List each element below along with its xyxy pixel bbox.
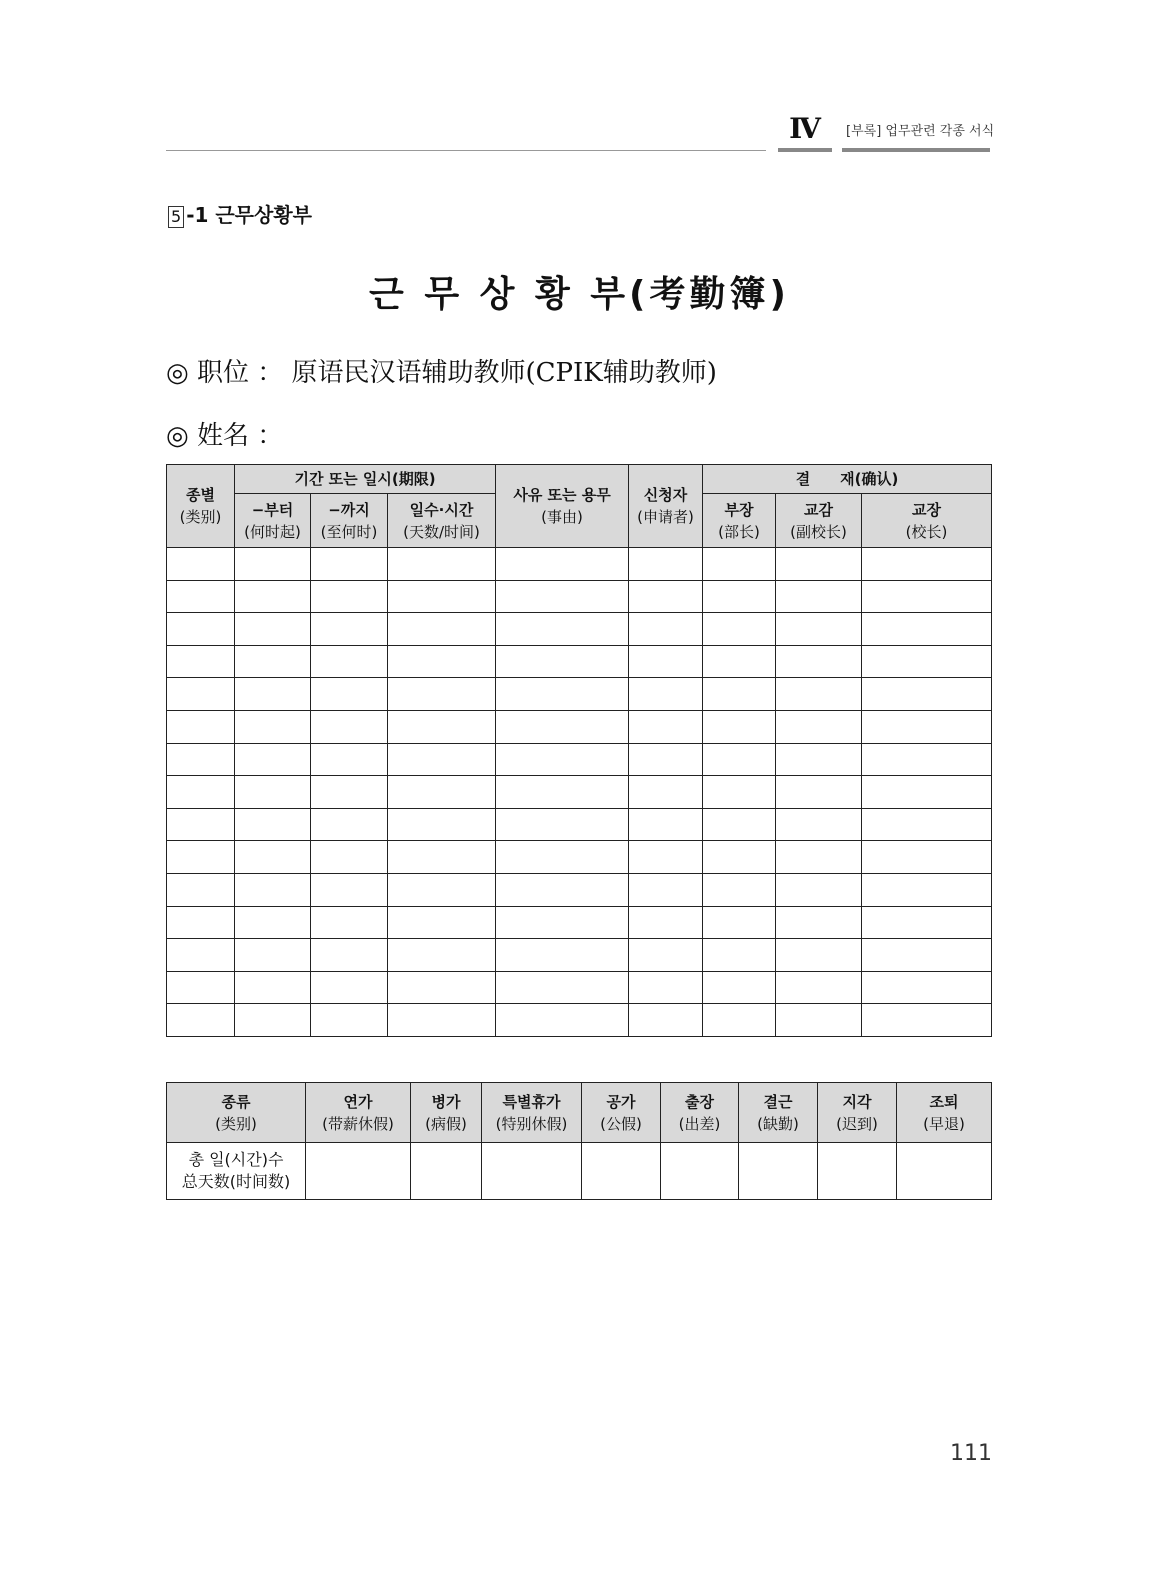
- empty-cell[interactable]: [235, 710, 311, 743]
- summary-header: 특별휴가 (特别休假): [482, 1083, 582, 1143]
- empty-cell[interactable]: [629, 873, 703, 906]
- empty-cell[interactable]: [862, 971, 992, 1004]
- chapter-title-underline: [842, 148, 990, 152]
- empty-cell[interactable]: [776, 906, 862, 939]
- empty-cell[interactable]: [235, 1004, 311, 1037]
- header-applicant: 신청자 (申请者): [629, 465, 703, 548]
- empty-cell[interactable]: [862, 645, 992, 678]
- name-field: ◎ 姓名 ：: [166, 421, 284, 451]
- header-to: −까지 (至何时): [311, 494, 388, 548]
- empty-cell[interactable]: [629, 580, 703, 613]
- empty-cell[interactable]: [311, 678, 388, 711]
- empty-cell[interactable]: [235, 580, 311, 613]
- table-row: [167, 776, 992, 809]
- summary-header: 출장 (出差): [661, 1083, 739, 1143]
- empty-cell[interactable]: [703, 548, 776, 581]
- empty-cell[interactable]: [629, 645, 703, 678]
- empty-cell[interactable]: [776, 971, 862, 1004]
- empty-cell[interactable]: [311, 548, 388, 581]
- empty-cell[interactable]: [311, 613, 388, 646]
- empty-cell[interactable]: [703, 776, 776, 809]
- empty-cell[interactable]: [776, 743, 862, 776]
- summary-cell[interactable]: [739, 1143, 818, 1200]
- empty-cell[interactable]: [167, 710, 235, 743]
- empty-cell[interactable]: [388, 613, 496, 646]
- summary-header: 지각 (迟到): [818, 1083, 897, 1143]
- empty-cell[interactable]: [776, 580, 862, 613]
- empty-cell[interactable]: [862, 548, 992, 581]
- summary-header: 공가 (公假): [582, 1083, 661, 1143]
- empty-cell[interactable]: [388, 1004, 496, 1037]
- empty-cell[interactable]: [862, 939, 992, 972]
- empty-cell[interactable]: [388, 873, 496, 906]
- empty-cell[interactable]: [496, 1004, 629, 1037]
- empty-cell[interactable]: [311, 645, 388, 678]
- empty-cell[interactable]: [703, 678, 776, 711]
- empty-cell[interactable]: [167, 548, 235, 581]
- empty-cell[interactable]: [776, 776, 862, 809]
- table-row: [167, 678, 992, 711]
- empty-cell[interactable]: [167, 743, 235, 776]
- empty-cell[interactable]: [167, 580, 235, 613]
- header-reason: 사유 또는 용무 (事由): [496, 465, 629, 548]
- empty-cell[interactable]: [235, 743, 311, 776]
- header-rule: [166, 150, 766, 151]
- position-field: ◎ 职位 ： 原语民汉语辅助教师(CPIK辅助教师): [166, 358, 717, 388]
- empty-cell[interactable]: [496, 580, 629, 613]
- empty-cell[interactable]: [496, 873, 629, 906]
- header-from: −부터 (何时起): [235, 494, 311, 548]
- empty-cell[interactable]: [311, 873, 388, 906]
- empty-cell[interactable]: [388, 971, 496, 1004]
- empty-cell[interactable]: [776, 613, 862, 646]
- empty-cell[interactable]: [776, 841, 862, 874]
- empty-cell[interactable]: [167, 645, 235, 678]
- empty-cell[interactable]: [496, 710, 629, 743]
- empty-cell[interactable]: [311, 1004, 388, 1037]
- empty-cell[interactable]: [862, 613, 992, 646]
- empty-cell[interactable]: [388, 939, 496, 972]
- empty-cell[interactable]: [629, 613, 703, 646]
- table-row: [167, 971, 992, 1004]
- chapter-number: Ⅳ: [789, 112, 821, 145]
- empty-cell[interactable]: [496, 808, 629, 841]
- empty-cell[interactable]: [388, 776, 496, 809]
- empty-cell[interactable]: [496, 613, 629, 646]
- total-days-label: 총 일(시간)수 总天数(时间数): [167, 1143, 306, 1200]
- table-row: [167, 613, 992, 646]
- empty-cell[interactable]: [311, 971, 388, 1004]
- empty-cell[interactable]: [703, 808, 776, 841]
- page-title: 근 무 상 황 부(考勤簿): [369, 274, 790, 315]
- table-row: [167, 548, 992, 581]
- header-dept-head: 부장 (部长): [703, 494, 776, 548]
- empty-cell[interactable]: [703, 1004, 776, 1037]
- empty-cell[interactable]: [629, 939, 703, 972]
- table-row: [167, 841, 992, 874]
- empty-cell[interactable]: [862, 808, 992, 841]
- empty-cell[interactable]: [629, 710, 703, 743]
- empty-cell[interactable]: [311, 580, 388, 613]
- empty-cell[interactable]: [235, 841, 311, 874]
- table-row: [167, 1004, 992, 1037]
- empty-cell[interactable]: [388, 841, 496, 874]
- section-heading: [168, 199, 312, 228]
- empty-cell[interactable]: [388, 548, 496, 581]
- empty-cell[interactable]: [703, 939, 776, 972]
- empty-cell[interactable]: [388, 808, 496, 841]
- table-row: [167, 645, 992, 678]
- empty-cell[interactable]: [388, 645, 496, 678]
- summary-header: 병가 (病假): [411, 1083, 482, 1143]
- empty-cell[interactable]: [703, 841, 776, 874]
- empty-cell[interactable]: [388, 743, 496, 776]
- empty-cell[interactable]: [776, 939, 862, 972]
- empty-cell[interactable]: [167, 678, 235, 711]
- empty-cell[interactable]: [235, 808, 311, 841]
- empty-cell[interactable]: [862, 743, 992, 776]
- empty-cell[interactable]: [776, 710, 862, 743]
- table-row: [167, 710, 992, 743]
- empty-cell[interactable]: [496, 776, 629, 809]
- empty-cell[interactable]: [388, 906, 496, 939]
- table-row: [167, 873, 992, 906]
- empty-cell[interactable]: [703, 906, 776, 939]
- empty-cell[interactable]: [862, 873, 992, 906]
- header-days: 일수·시간 (天数/时间): [388, 494, 496, 548]
- page-number: 111: [950, 1441, 992, 1466]
- summary-cell[interactable]: [661, 1143, 739, 1200]
- empty-cell[interactable]: [388, 580, 496, 613]
- empty-cell[interactable]: [167, 808, 235, 841]
- table-row: [167, 743, 992, 776]
- table-row: [167, 939, 992, 972]
- empty-cell[interactable]: [167, 1004, 235, 1037]
- empty-cell[interactable]: [496, 548, 629, 581]
- table-row: [167, 906, 992, 939]
- empty-cell[interactable]: [629, 1004, 703, 1037]
- header-approval: 결 재(确认): [703, 465, 992, 494]
- empty-cell[interactable]: [496, 906, 629, 939]
- summary-header: 종류 (类别): [167, 1083, 306, 1143]
- attendance-table: [166, 464, 992, 1037]
- empty-cell[interactable]: [862, 580, 992, 613]
- empty-cell[interactable]: [629, 776, 703, 809]
- header-type: 종별 (类别): [167, 465, 235, 548]
- chapter-underline: [778, 148, 832, 152]
- summary-header: 결근 (缺勤): [739, 1083, 818, 1143]
- empty-cell[interactable]: [167, 939, 235, 972]
- empty-cell[interactable]: [703, 645, 776, 678]
- section-number: 5: [168, 206, 184, 228]
- summary-table: [166, 1082, 992, 1200]
- summary-header: 조퇴 (早退): [897, 1083, 992, 1143]
- empty-cell[interactable]: [167, 613, 235, 646]
- empty-cell[interactable]: [496, 971, 629, 1004]
- empty-cell[interactable]: [862, 841, 992, 874]
- empty-cell[interactable]: [311, 710, 388, 743]
- empty-cell[interactable]: [862, 1004, 992, 1037]
- empty-cell[interactable]: [311, 776, 388, 809]
- empty-cell[interactable]: [235, 645, 311, 678]
- summary-cell[interactable]: [482, 1143, 582, 1200]
- empty-cell[interactable]: [235, 776, 311, 809]
- header-principal: 교장 (校长): [862, 494, 992, 548]
- empty-cell[interactable]: [703, 613, 776, 646]
- empty-cell[interactable]: [235, 873, 311, 906]
- empty-cell[interactable]: [235, 613, 311, 646]
- empty-cell[interactable]: [776, 548, 862, 581]
- summary-header: 연가 (带薪休假): [306, 1083, 411, 1143]
- summary-cell[interactable]: [306, 1143, 411, 1200]
- empty-cell[interactable]: [235, 548, 311, 581]
- empty-cell[interactable]: [388, 678, 496, 711]
- empty-cell[interactable]: [496, 743, 629, 776]
- empty-cell[interactable]: [496, 939, 629, 972]
- empty-cell[interactable]: [311, 906, 388, 939]
- empty-cell[interactable]: [703, 580, 776, 613]
- empty-cell[interactable]: [388, 710, 496, 743]
- empty-cell[interactable]: [311, 841, 388, 874]
- empty-cell[interactable]: [629, 548, 703, 581]
- empty-cell[interactable]: [862, 906, 992, 939]
- header-period: 기간 또는 일시(期限): [235, 465, 496, 494]
- empty-cell[interactable]: [311, 808, 388, 841]
- table-row: [167, 580, 992, 613]
- empty-cell[interactable]: [629, 971, 703, 1004]
- empty-cell[interactable]: [703, 710, 776, 743]
- empty-cell[interactable]: [496, 645, 629, 678]
- empty-cell[interactable]: [629, 906, 703, 939]
- empty-cell[interactable]: [776, 645, 862, 678]
- empty-cell[interactable]: [629, 743, 703, 776]
- empty-cell[interactable]: [235, 971, 311, 1004]
- table-row: [167, 808, 992, 841]
- empty-cell[interactable]: [496, 678, 629, 711]
- empty-cell[interactable]: [235, 906, 311, 939]
- empty-cell[interactable]: [629, 678, 703, 711]
- summary-cell[interactable]: [818, 1143, 897, 1200]
- summary-cell[interactable]: [582, 1143, 661, 1200]
- empty-cell[interactable]: [311, 939, 388, 972]
- empty-cell[interactable]: [167, 906, 235, 939]
- empty-cell[interactable]: [496, 841, 629, 874]
- empty-cell[interactable]: [703, 743, 776, 776]
- empty-cell[interactable]: [703, 971, 776, 1004]
- empty-cell[interactable]: [235, 678, 311, 711]
- empty-cell[interactable]: [776, 1004, 862, 1037]
- empty-cell[interactable]: [167, 776, 235, 809]
- empty-cell[interactable]: [862, 678, 992, 711]
- empty-cell[interactable]: [167, 873, 235, 906]
- summary-cell[interactable]: [411, 1143, 482, 1200]
- empty-cell[interactable]: [167, 971, 235, 1004]
- empty-cell[interactable]: [862, 776, 992, 809]
- chapter-title: [부록] 업무관련 각종 서식: [846, 124, 995, 139]
- empty-cell[interactable]: [311, 743, 388, 776]
- empty-cell[interactable]: [862, 710, 992, 743]
- empty-cell[interactable]: [776, 808, 862, 841]
- empty-cell[interactable]: [167, 841, 235, 874]
- empty-cell[interactable]: [703, 873, 776, 906]
- empty-cell[interactable]: [629, 841, 703, 874]
- section-label: -1 근무상황부: [186, 203, 312, 227]
- empty-cell[interactable]: [235, 939, 311, 972]
- empty-cell[interactable]: [776, 678, 862, 711]
- empty-cell[interactable]: [629, 808, 703, 841]
- summary-cell[interactable]: [897, 1143, 992, 1200]
- empty-cell[interactable]: [776, 873, 862, 906]
- header-vice-principal: 교감 (副校长): [776, 494, 862, 548]
